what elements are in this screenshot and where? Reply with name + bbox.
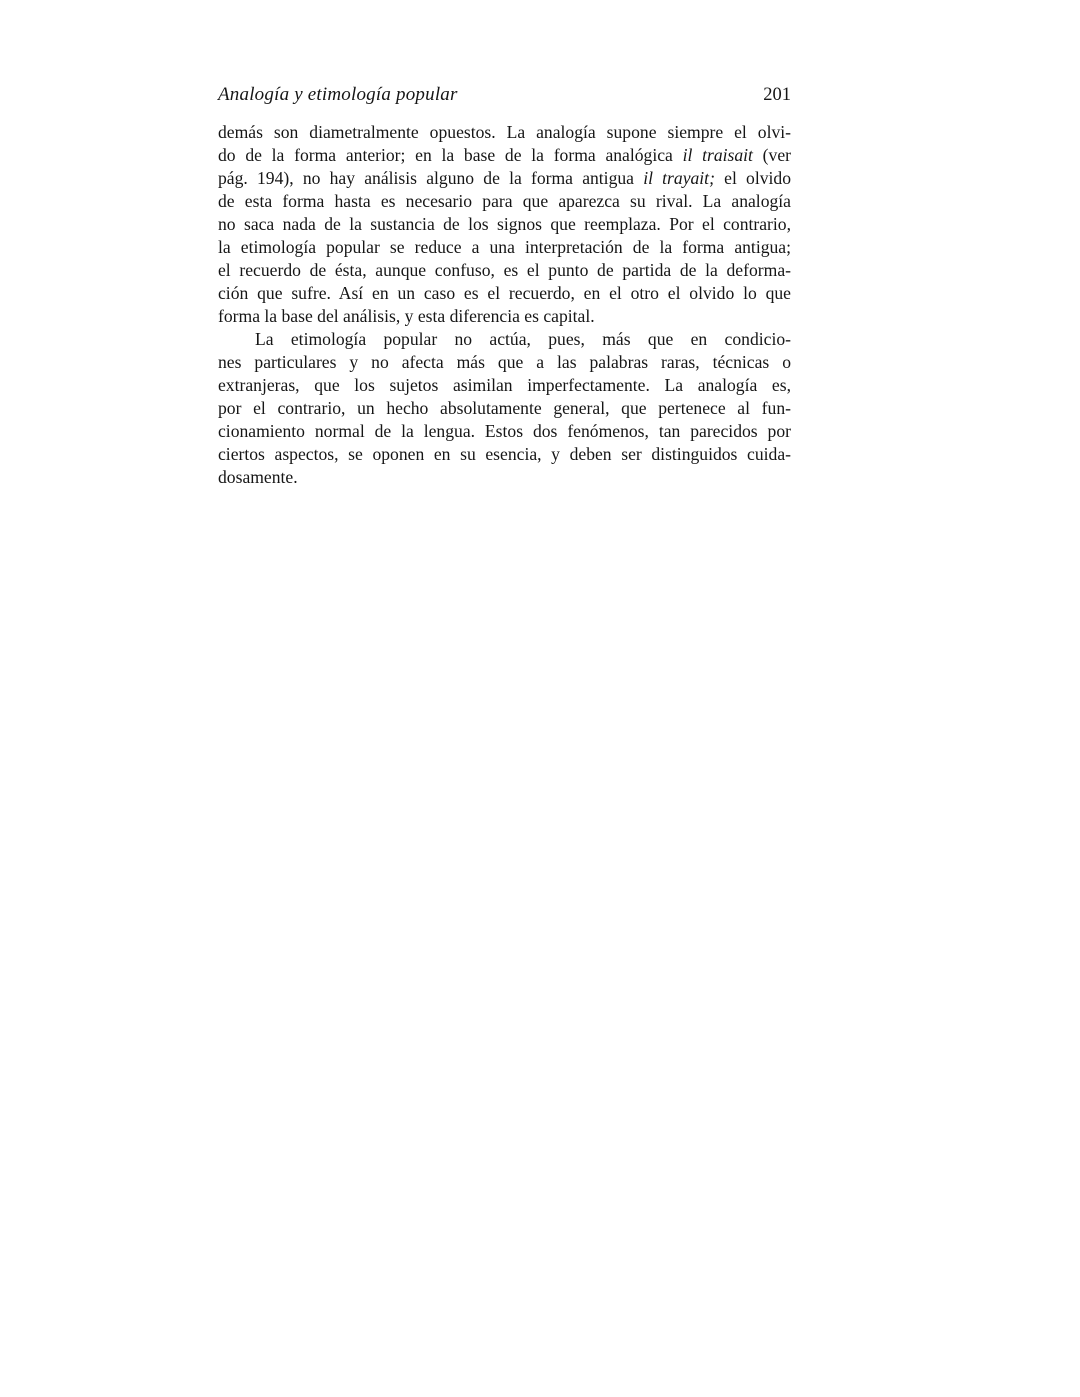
text-line bbox=[218, 466, 791, 489]
text-segment: forma la base del análisis, y esta diferencia es capital. bbox=[218, 306, 595, 326]
italic-phrase: il traisait bbox=[682, 145, 753, 165]
text-line bbox=[218, 236, 791, 259]
text-line bbox=[218, 305, 791, 328]
text-segment: do de la forma anterior; en la base de la forma analógica bbox=[218, 145, 683, 165]
text-segment: ción que sufre. Así en un caso es el recuerdo, en el otro el olvido lo que bbox=[218, 283, 791, 303]
text-segment: extranjeras, que los sujetos asimilan imperfectamente. La analogía es, bbox=[218, 375, 791, 395]
text-line bbox=[218, 213, 791, 236]
text-segment: dosamente. bbox=[218, 467, 298, 487]
text-segment: de esta forma hasta es necesario para que aparezca su rival. La analogía bbox=[218, 191, 791, 211]
text-line bbox=[218, 397, 791, 420]
paragraph bbox=[218, 328, 791, 489]
running-head bbox=[218, 84, 791, 106]
text-segment: (ver bbox=[752, 145, 791, 165]
text-line bbox=[218, 167, 791, 190]
text-segment: demás son diametralmente opuestos. La analogía supone siempre el olvi- bbox=[218, 122, 791, 142]
text-segment: la etimología popular se reduce a una interpretación de la forma antigua; bbox=[218, 237, 791, 257]
text-line bbox=[218, 121, 791, 144]
text-line bbox=[218, 351, 791, 374]
running-title: Analogía y etimología popular bbox=[218, 84, 458, 105]
body-text bbox=[218, 121, 791, 489]
text-line bbox=[218, 328, 791, 351]
page-number: 201 bbox=[763, 85, 791, 105]
text-segment: ciertos aspectos, se oponen en su esencia, y deben ser distinguidos cuida- bbox=[218, 444, 791, 464]
text-line bbox=[218, 374, 791, 397]
text-segment: cionamiento normal de la lengua. Estos dos fenómenos, tan parecidos por bbox=[218, 421, 791, 441]
text-line bbox=[218, 282, 791, 305]
text-segment: el olvido bbox=[714, 168, 791, 188]
text-line bbox=[218, 190, 791, 213]
text-segment: La etimología popular no actúa, pues, más que en condicio- bbox=[255, 329, 791, 349]
text-line bbox=[218, 443, 791, 466]
text-segment: por el contrario, un hecho absolutamente general, que pertenece al fun- bbox=[218, 398, 791, 418]
text-line bbox=[218, 259, 791, 282]
italic-phrase: il trayait; bbox=[643, 168, 715, 188]
text-segment: pág. 194), no hay análisis alguno de la forma antigua bbox=[218, 168, 644, 188]
text-segment: el recuerdo de ésta, aunque confuso, es el punto de partida de la deforma- bbox=[218, 260, 791, 280]
text-line bbox=[218, 144, 791, 167]
paragraph bbox=[218, 121, 791, 328]
text-segment: nes particulares y no afecta más que a las palabras raras, técnicas o bbox=[218, 352, 791, 372]
text-segment: no saca nada de la sustancia de los signos que reemplaza. Por el contrario, bbox=[218, 214, 791, 234]
text-block bbox=[218, 84, 791, 489]
text-line bbox=[218, 420, 791, 443]
